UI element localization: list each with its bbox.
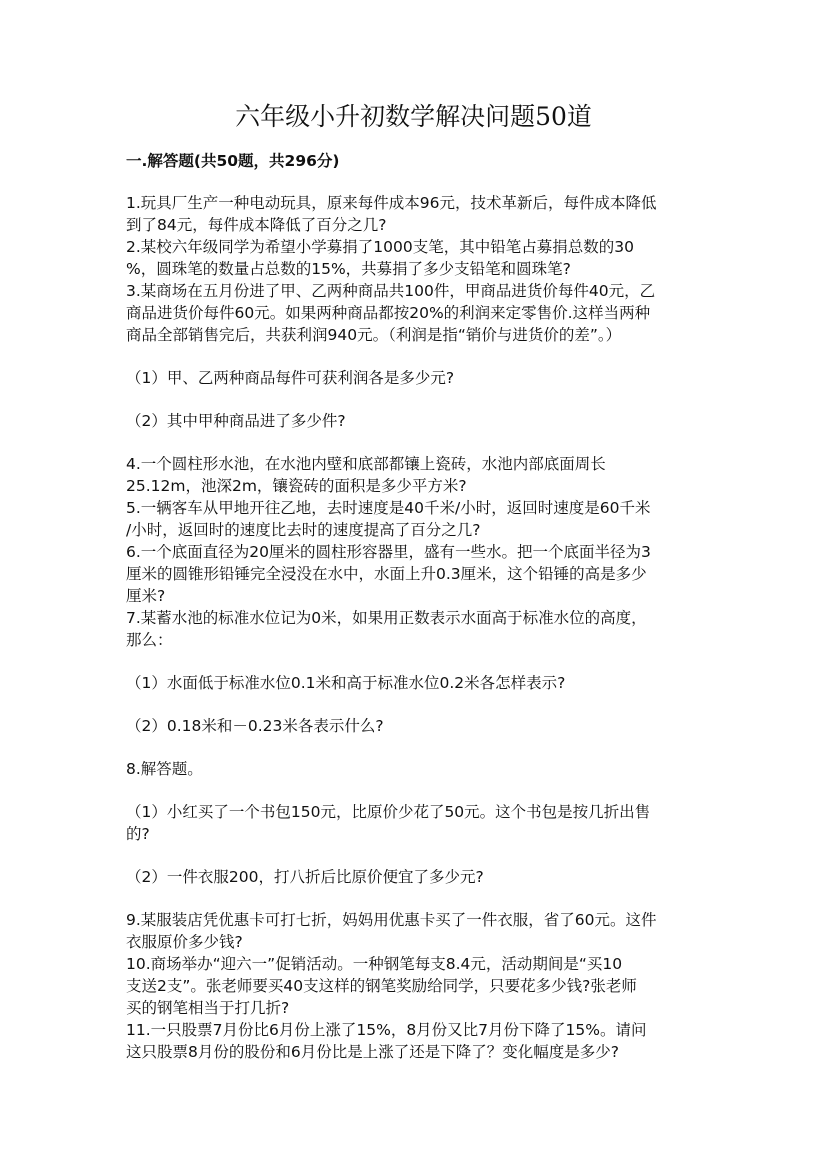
question-3 [126,280,706,453]
question-text: 那么： [126,631,173,649]
question-10 [126,953,706,1019]
question-9 [126,909,706,953]
question-text: 25.12m，池深2m，镶瓷砖的面积是多少平方米? [126,477,467,495]
question-text: 7.某蓄水池的标准水位记为0米，如果用正数表示水面高于标准水位的高度， [126,609,647,627]
page-title: 六年级小升初数学解决问题50道 [235,102,592,131]
question-7 [126,607,706,758]
spacer [126,432,706,453]
spacer [126,694,706,715]
question-text: 1.玩具厂生产一种电动玩具，原来每件成本96元，技术革新后，每件成本降低 [126,194,657,212]
question-text: 厘米的圆锥形铅锤完全浸没在水中，水面上升0.3厘米，这个铅锤的高是多少 [126,565,647,583]
question-text: /小时，返回时的速度比去时的速度提高了百分之几? [126,521,481,539]
spacer [126,389,706,410]
sub-question: （1）甲、乙两种商品每件可获利润各是多少元? [126,369,455,387]
question-11 [126,1019,706,1063]
question-list [126,192,706,1063]
question-text: 11.一只股票7月份比6月份上涨了15%，8月份又比7月份下降了15%。请问 [126,1021,647,1039]
question-2 [126,236,706,280]
question-5 [126,497,706,541]
question-text: 厘米? [126,587,166,605]
sub-question: 的? [126,825,150,843]
sub-question: （1）水面低于标准水位0.1米和高于标准水位0.2米各怎样表示? [126,674,566,692]
spacer [126,346,706,367]
sub-question: （2）其中甲种商品进了多少件? [126,412,346,430]
question-text: 8.解答题。 [126,760,203,778]
question-text: 4.一个圆柱形水池，在水池内壁和底部都镶上瓷砖，水池内部底面周长 [126,455,606,473]
question-text: 买的钢笔相当于打几折? [126,999,290,1017]
sub-question: （1）小红买了一个书包150元，比原价少花了50元。这个书包是按几折出售 [126,803,651,821]
question-text: 衣服原价多少钱? [126,933,243,951]
question-text: 支送2支”。张老师要买40支这样的钢笔奖励给同学，只要花多少钱?张老师 [126,977,637,995]
question-text: 商品全部销售完后，共获利润940元。（利润是指“销价与进货价的差”。） [126,326,622,344]
question-text: %，圆珠笔的数量占总数的15%，共募捐了多少支铅笔和圆珠笔? [126,260,571,278]
question-text: 6.一个底面直径为20厘米的圆柱形容器里，盛有一些水。把一个底面半径为3 [126,543,651,561]
question-text: 到了84元，每件成本降低了百分之几? [126,216,387,234]
question-6 [126,541,706,607]
sub-question: （2）一件衣服200，打八折后比原价便宜了多少元? [126,868,484,886]
question-text: 商品进货价每件60元。如果两种商品都按20%的利润来定零售价.这样当两种 [126,304,651,322]
sub-question: （2）0.18米和－0.23米各表示什么? [126,717,384,735]
spacer [126,888,706,909]
spacer [126,651,706,672]
question-1 [126,192,706,236]
question-4 [126,453,706,497]
section-heading: 一.解答题(共50题，共296分) [126,152,340,170]
question-text: 5.一辆客车从甲地开往乙地，去时速度是40千米/小时，返回时速度是60千米 [126,499,651,517]
spacer [126,845,706,866]
question-text: 这只股票8月份的股份和6月份比是上涨了还是下降了？变化幅度是多少? [126,1043,619,1061]
question-text: 9.某服装店凭优惠卡可打七折，妈妈用优惠卡买了一件衣服，省了60元。这件 [126,911,657,929]
question-text: 10.商场举办“迎六一”促销活动。一种钢笔每支8.4元，活动期间是“买10 [126,955,623,973]
spacer [126,780,706,801]
question-text: 3.某商场在五月份进了甲、乙两种商品共100件，甲商品进货价每件40元，乙 [126,282,656,300]
question-text: 2.某校六年级同学为希望小学募捐了1000支笔，其中铅笔占募捐总数的30 [126,238,634,256]
question-8 [126,758,706,909]
spacer [126,737,706,758]
